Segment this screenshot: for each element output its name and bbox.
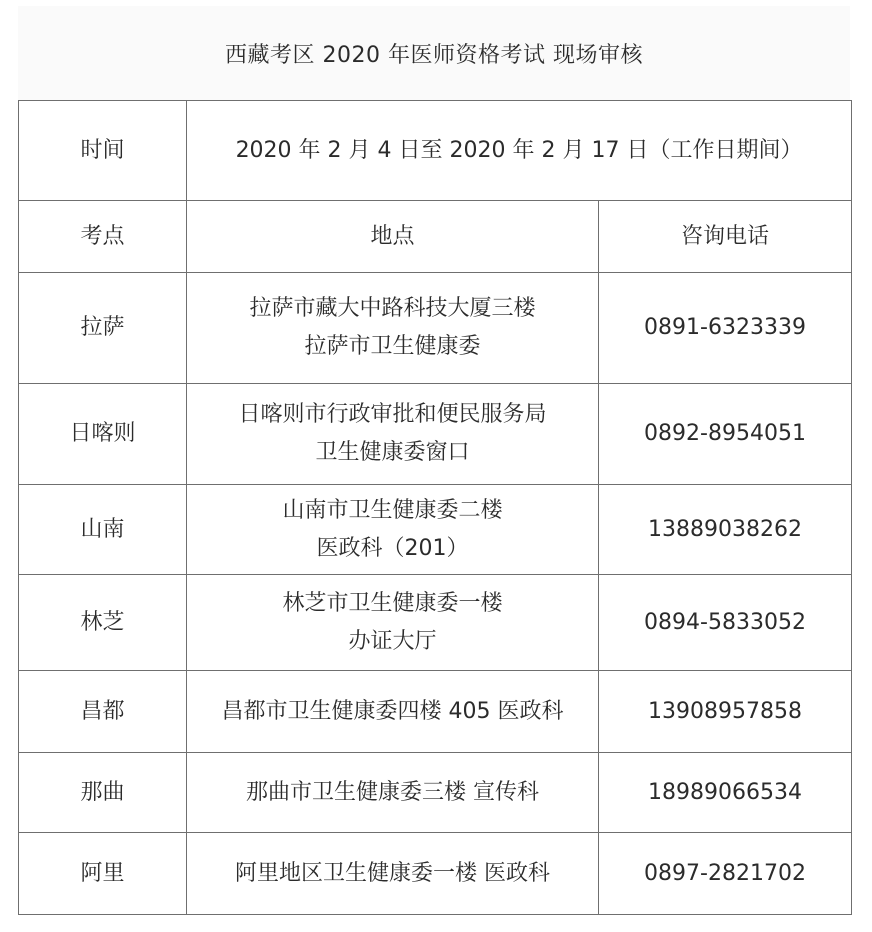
header-site: 考点 [19,201,187,273]
site-cell: 拉萨 [19,273,187,384]
address-cell [187,384,599,485]
address-line: 林芝市卫生健康委一楼 [282,590,503,616]
table-row [19,575,852,671]
header-address: 地点 [187,201,599,273]
address-cell [187,575,599,671]
site-cell: 那曲 [19,753,187,833]
header-phone: 咨询电话 [599,201,852,273]
time-label-cell: 时间 [19,101,187,201]
table-row [19,833,852,915]
address-cell: 那曲市卫生健康委三楼 宣传科 [187,753,599,833]
address-cell: 昌都市卫生健康委四楼 405 医政科 [187,671,599,753]
address-line: 拉萨市卫生健康委 [304,334,481,359]
address-cell: 阿里地区卫生健康委一楼 医政科 [187,833,599,915]
phone-cell: 13908957858 [599,671,852,753]
site-cell: 昌都 [19,671,187,753]
phone-cell: 0897-2821702 [599,833,852,915]
phone-cell: 0894-5833052 [599,575,852,671]
address-line: 卫生健康委窗口 [315,440,470,465]
address-line: 医政科（201） [316,535,469,561]
phone-cell: 0891-6323339 [599,273,852,384]
site-cell: 阿里 [19,833,187,915]
site-cell: 林芝 [19,575,187,671]
address-cell [187,273,599,384]
time-row [19,101,852,201]
site-cell: 山南 [19,485,187,575]
phone-cell: 13889038262 [599,485,852,575]
table-title-text: 西藏考区 2020 年医师资格考试 现场审核 [225,42,643,68]
table-row [19,384,852,485]
exam-review-table [18,100,852,915]
table-row [19,273,852,384]
table-row [19,485,852,575]
address-cell [187,485,599,575]
table-row [19,671,852,753]
header-row [19,201,852,273]
address-line: 办证大厅 [348,628,437,654]
table-row [19,753,852,833]
phone-cell: 0892-8954051 [599,384,852,485]
site-cell: 日喀则 [19,384,187,485]
phone-cell: 18989066534 [599,753,852,833]
table-title [18,6,850,100]
time-value-cell: 2020 年 2 月 4 日至 2020 年 2 月 17 日（工作日期间） [187,101,852,201]
address-line: 拉萨市藏大中路科技大厦三楼 [249,296,536,321]
address-line: 日喀则市行政审批和便民服务局 [238,402,547,427]
address-line: 山南市卫生健康委二楼 [282,497,503,523]
